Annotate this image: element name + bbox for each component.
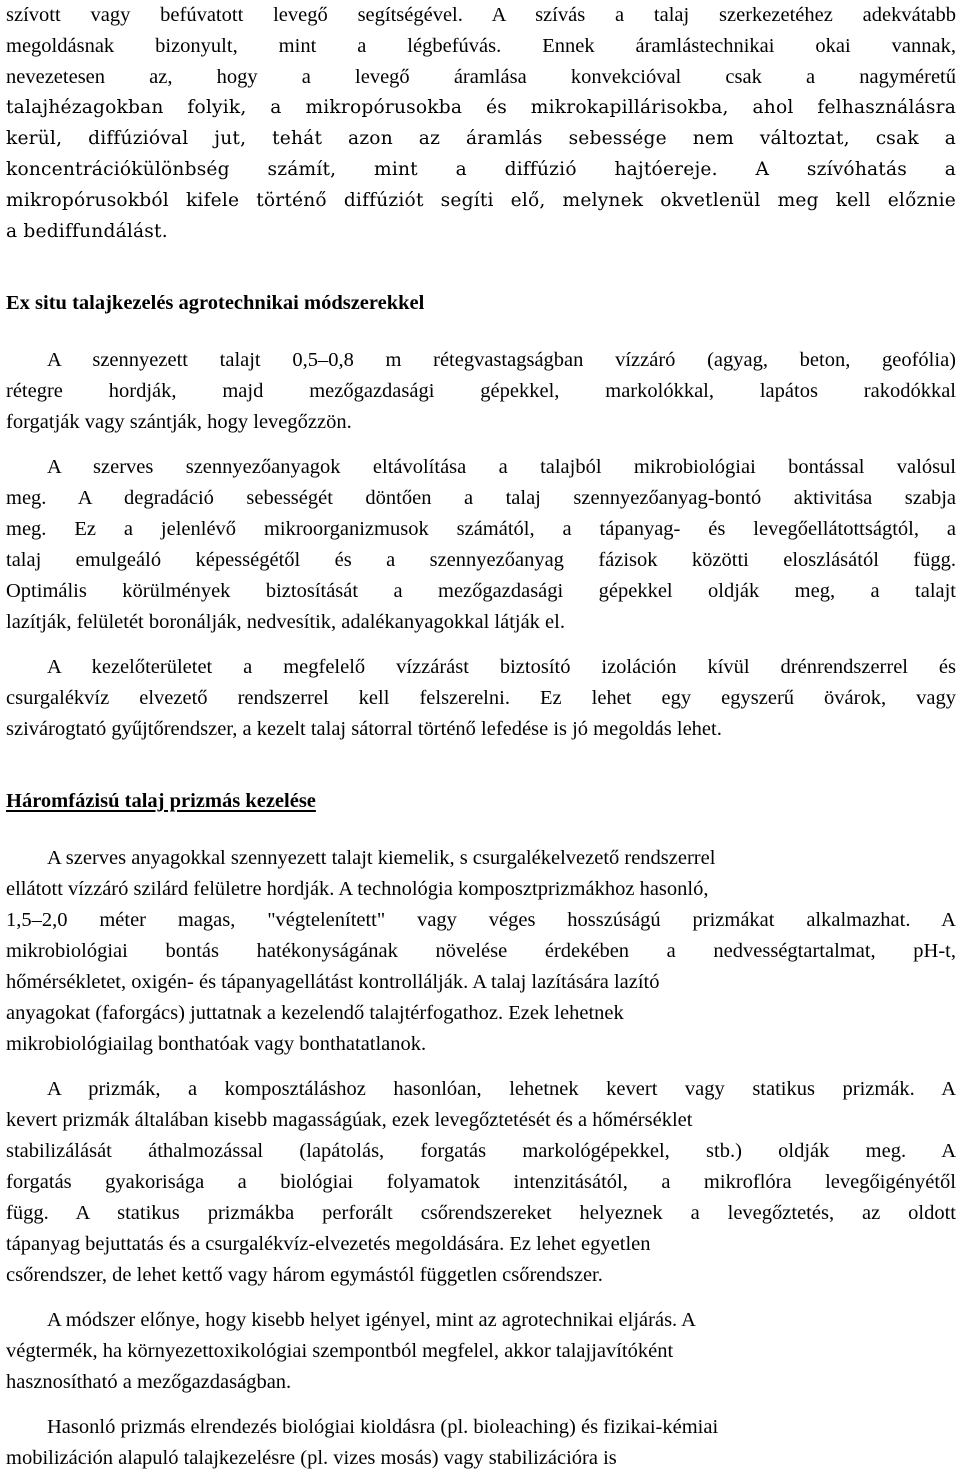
intro-line: nevezetesen az, hogy a levegő áramlása konvekcióval csak a nagyméretű xyxy=(6,66,956,88)
paragraph-line: meg. A degradáció sebességét döntően a talaj szennyezőanyag-bontó aktivitása szabja xyxy=(6,487,956,509)
section-heading: Ex situ talajkezelés agrotechnikai módszerekkel xyxy=(6,292,425,314)
paragraph-line: A szennyezett talajt 0,5–0,8 m rétegvastagságban vízzáró (agyag, beton, geofólia) xyxy=(47,349,956,371)
intro-line: kerül, diffúzióval jut, tehát azon az áramlás sebessége nem változtat, csak a xyxy=(6,128,956,149)
intro-line: koncentrációkülönbség számít, mint a diffúzió hajtóereje. A szívóhatás a xyxy=(6,159,956,180)
paragraph-line: forgatják vagy szántják, hogy levegőzzön. xyxy=(6,411,352,433)
intro-line: szívott vagy befúvatott levegő segítségével. A szívás a talaj szerkezetéhez adekvátabb xyxy=(6,4,956,26)
paragraph-line: A prizmák, a komposztáláshoz hasonlóan, lehetnek kevert vagy statikus prizmák. A xyxy=(47,1078,956,1100)
paragraph-line: forgatás gyakorisága a biológiai folyamatok intenzitásától, a mikroflóra levegőigényétől xyxy=(6,1171,956,1193)
paragraph-line: ellátott vízzáró szilárd felületre hordják. A technológia komposztprizmákhoz hasonló, xyxy=(6,878,709,900)
document-page xyxy=(6,0,956,1475)
paragraph-line: mikrobiológiai bontás hatékonyságának növelése érdekében a nedvességtartalmat, pH-t, xyxy=(6,940,956,962)
paragraph-line: végtermék, ha környezettoxikológiai szempontból megfelel, akkor talajjavítóként xyxy=(6,1340,674,1362)
paragraph-line: Hasonló prizmás elrendezés biológiai kioldásra (pl. bioleaching) és fizikai-kémiai xyxy=(47,1416,719,1438)
intro-line: megoldásnak bizonyult, mint a légbefúvás. Ennek áramlástechnikai okai vannak, xyxy=(6,35,956,57)
paragraph-line: 1,5–2,0 méter magas, "végtelenített" vagy véges hosszúságú prizmákat alkalmazhat. A xyxy=(6,909,956,931)
intro-line: talajhézagokban folyik, a mikropórusokba és mikrokapillárisokba, ahol felhasználásra xyxy=(6,97,956,118)
paragraph-line: A szerves szennyezőanyagok eltávolítása a talajból mikrobiológiai bontással valósul xyxy=(47,456,956,478)
paragraph-line: mikrobiológiailag bonthatóak vagy bonthatatlanok. xyxy=(6,1033,427,1055)
paragraph-line: A kezelőterületet a megfelelő vízzárást biztosító izoláción kívül drénrendszerrel és xyxy=(47,656,956,678)
paragraph-line: Optimális körülmények biztosítását a mezőgazdasági gépekkel oldják meg, a talajt xyxy=(6,580,956,602)
paragraph-line: A módszer előnye, hogy kisebb helyet igényel, mint az agrotechnikai eljárás. A xyxy=(47,1309,696,1331)
paragraph-line: függ. A statikus prizmákba perforált csőrendszereket helyeznek a levegőztetés, az oldott xyxy=(6,1202,956,1224)
paragraph-line: anyagokat (faforgács) juttatnak a kezelendő talajtérfogathoz. Ezek lehetnek xyxy=(6,1002,624,1024)
intro-line: a bediffundálást. xyxy=(6,221,168,242)
paragraph-line: hőmérsékletet, oxigén- és tápanyagellátást kontrollálják. A talaj lazítására lazító xyxy=(6,971,660,993)
paragraph-line: kevert prizmák általában kisebb magasságúak, ezek levegőztetését és a hőmérséklet xyxy=(6,1109,693,1131)
paragraph-line: mobilizáción alapuló talajkezelésre (pl. vizes mosás) vagy stabilizációra is xyxy=(6,1447,617,1469)
paragraph-line: hasznosítható a mezőgazdaságban. xyxy=(6,1371,292,1393)
paragraph-line: stabilizálását áthalmozással (lapátolás, forgatás markológépekkel, stb.) oldják meg. A xyxy=(6,1140,956,1162)
section-heading: Háromfázisú talaj prizmás kezelése xyxy=(6,790,316,812)
intro-line: mikropórusokból kifele történő diffúziót segíti elő, melynek okvetlenül meg kell előznie xyxy=(6,190,956,211)
paragraph-line: rétegre hordják, majd mezőgazdasági gépekkel, markolókkal, lapátos rakodókkal xyxy=(6,380,956,402)
paragraph-line: tápanyag bejuttatás és a csurgalékvíz-elvezetés megoldására. Ez lehet egyetlen xyxy=(6,1233,651,1255)
paragraph-line: A szerves anyagokkal szennyezett talajt kiemelik, s csurgalékelvezető rendszerrel xyxy=(47,847,716,869)
paragraph-line: meg. Ez a jelenlévő mikroorganizmusok számától, a tápanyag- és levegőellátottságtól, a xyxy=(6,518,956,540)
paragraph-line: szivárogtató gyűjtőrendszer, a kezelt talaj sátorral történő lefedése is jó megoldás lehet. xyxy=(6,718,722,740)
paragraph-line: talaj emulgeáló képességétől és a szennyezőanyag fázisok közötti eloszlásától függ. xyxy=(6,549,956,571)
paragraph-line: csőrendszer, de lehet kettő vagy három egymástól független csőrendszer. xyxy=(6,1264,603,1286)
paragraph-line: lazítják, felületét boronálják, nedvesítik, adalékanyagokkal látják el. xyxy=(6,611,565,633)
paragraph-line: csurgalékvíz elvezető rendszerrel kell felszerelni. Ez lehet egy egyszerű övárok, vagy xyxy=(6,687,956,709)
